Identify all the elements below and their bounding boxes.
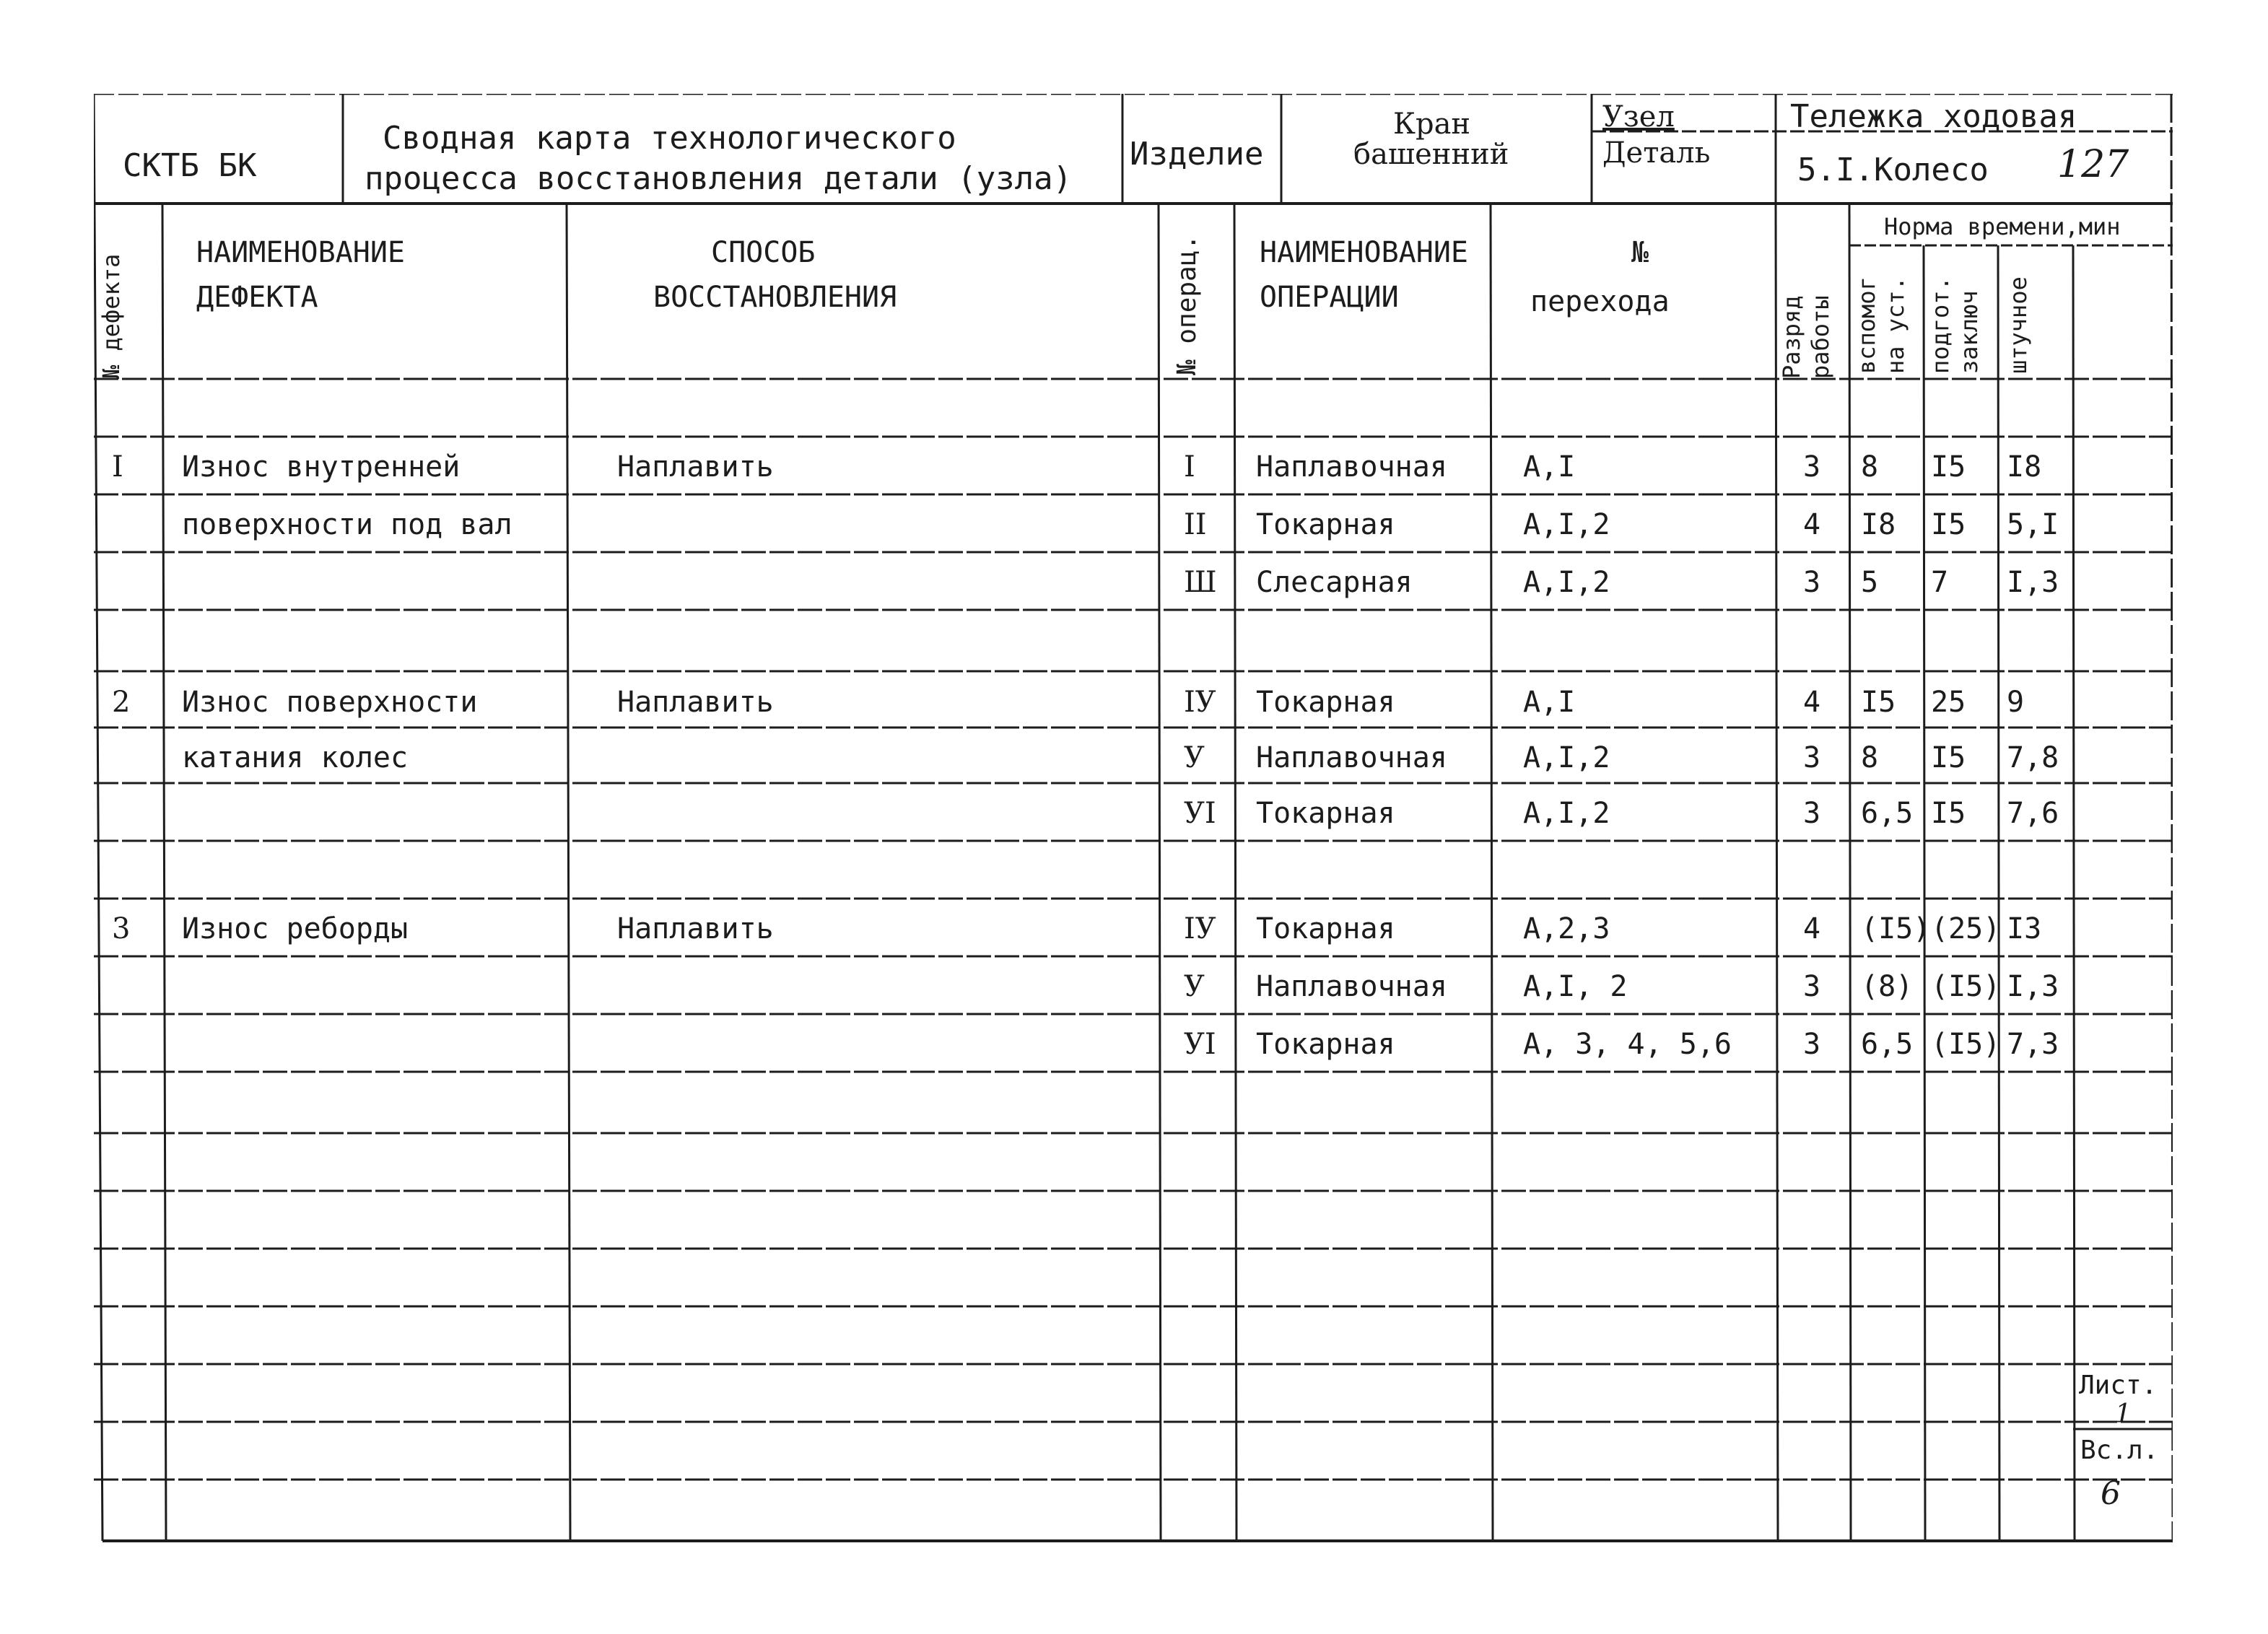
- cell-prep: I5: [1931, 797, 1966, 830]
- col-time-norm: Норма времени,мин: [1884, 213, 2121, 240]
- cell-operation: Токарная: [1256, 912, 1395, 945]
- detail-value: 5.I.Колесо: [1797, 152, 1989, 188]
- cell-op-no: УI: [1184, 797, 1216, 830]
- cell-piece: 7,3: [2007, 1028, 2059, 1061]
- cell-op-no: IУ: [1184, 686, 1216, 719]
- cell-aux: I5: [1861, 686, 1896, 719]
- cell-grade: 3: [1803, 450, 1821, 484]
- col-transition-2: перехода: [1530, 285, 1670, 318]
- col-aux-2: на уст.: [1882, 276, 1909, 374]
- cell-prep: (25): [1931, 912, 2001, 945]
- cell-prep: 7: [1931, 566, 1949, 599]
- cell-transition: А,I,2: [1523, 741, 1610, 774]
- cell-piece: I8: [2007, 450, 2042, 484]
- cell-transition: А, 3, 4, 5,6: [1523, 1028, 1732, 1061]
- col-piece: штучное: [2005, 276, 2032, 374]
- cell-grade: 3: [1803, 1028, 1821, 1061]
- cell-operation: Токарная: [1256, 508, 1395, 541]
- sheet-label: Лист.: [2079, 1371, 2158, 1400]
- cell-method: Наплавить: [617, 686, 774, 719]
- cell-grade: 4: [1803, 912, 1821, 945]
- cell-defect-name: катания колес: [182, 741, 409, 774]
- cell-grade: 4: [1803, 508, 1821, 541]
- cell-grade: 3: [1803, 741, 1821, 774]
- cell-method: Наплавить: [617, 450, 774, 484]
- cell-transition: А,I,2: [1523, 797, 1610, 830]
- title-line-2: процесса восстановления детали (узла): [365, 160, 1073, 197]
- cell-piece: I,3: [2007, 566, 2059, 599]
- cell-op-no: У: [1184, 741, 1205, 774]
- cell-operation: Токарная: [1256, 1028, 1395, 1061]
- cell-op-no: II: [1184, 508, 1207, 541]
- col-op-no: № операц.: [1172, 234, 1202, 375]
- cell-prep: I5: [1931, 741, 1966, 774]
- cell-defect-name: Износ реборды: [182, 912, 409, 945]
- cell-op-no: I: [1184, 450, 1195, 484]
- org-name: СКТБ БК: [123, 147, 257, 184]
- cell-aux: I8: [1861, 508, 1896, 541]
- col-prep-2: заключ: [1955, 290, 1983, 374]
- detail-number: 127: [2057, 143, 2129, 186]
- title-line-1: Сводная карта технологического: [383, 120, 956, 157]
- recovery-process-card: [94, 94, 2173, 1545]
- cell-piece: 5,I: [2007, 508, 2059, 541]
- total-value: 6: [2101, 1475, 2121, 1512]
- cell-aux: 5: [1861, 566, 1879, 599]
- product-line-1: Кран: [1393, 108, 1471, 141]
- col-grade-2: работы: [1807, 295, 1834, 379]
- cell-op-no: Ш: [1184, 566, 1217, 599]
- cell-prep: 25: [1931, 686, 1966, 719]
- cell-prep: (I5): [1931, 970, 2001, 1003]
- cell-piece: 9: [2007, 686, 2025, 719]
- cell-transition: А,I: [1523, 450, 1576, 484]
- cell-aux: 8: [1861, 450, 1879, 484]
- cell-aux: (I5): [1861, 912, 1931, 945]
- product-line-2: башенний: [1353, 138, 1509, 171]
- cell-grade: 3: [1803, 566, 1821, 599]
- cell-defect-no: I: [112, 450, 123, 484]
- cell-op-no: У: [1184, 970, 1205, 1003]
- cell-transition: А,2,3: [1523, 912, 1610, 945]
- cell-defect-no: 2: [112, 686, 131, 719]
- cell-defect-name: поверхности под вал: [182, 508, 513, 541]
- col-op-name-2: ОПЕРАЦИИ: [1260, 281, 1399, 314]
- cell-op-no: IУ: [1184, 912, 1216, 945]
- cell-transition: А,I,2: [1523, 508, 1610, 541]
- node-label: Узел: [1602, 100, 1675, 134]
- cell-operation: Наплавочная: [1256, 741, 1447, 774]
- cell-defect-name: Износ внутренней: [182, 450, 461, 484]
- col-defect-no: № дефекта: [97, 253, 125, 379]
- cell-grade: 3: [1803, 797, 1821, 830]
- cell-operation: Токарная: [1256, 686, 1395, 719]
- cell-aux: (8): [1861, 970, 1914, 1003]
- cell-piece: I,3: [2007, 970, 2059, 1003]
- detail-label: Деталь: [1602, 136, 1711, 170]
- cell-piece: 7,8: [2007, 741, 2059, 774]
- cell-operation: Слесарная: [1256, 566, 1413, 599]
- node-value: Тележка ходовая: [1790, 98, 2077, 135]
- cell-aux: 8: [1861, 741, 1879, 774]
- col-transition-1: №: [1631, 236, 1649, 269]
- cell-piece: 7,6: [2007, 797, 2059, 830]
- sheet-value: 1: [2115, 1399, 2132, 1429]
- cell-transition: А,I, 2: [1523, 970, 1628, 1003]
- cell-prep: (I5): [1931, 1028, 2001, 1061]
- column-lines: [162, 204, 2173, 1541]
- cell-grade: 4: [1803, 686, 1821, 719]
- product-label: Изделие: [1130, 136, 1264, 172]
- cell-transition: А,I: [1523, 686, 1576, 719]
- col-grade-1: Разряд: [1778, 295, 1805, 379]
- cell-piece: I3: [2007, 912, 2042, 945]
- col-defect-name-1: НАИМЕНОВАНИЕ: [196, 236, 405, 269]
- col-prep-1: подгот.: [1927, 276, 1954, 374]
- cell-transition: А,I,2: [1523, 566, 1610, 599]
- cell-aux: 6,5: [1861, 797, 1914, 830]
- cell-aux: 6,5: [1861, 1028, 1914, 1061]
- cell-prep: I5: [1931, 450, 1966, 484]
- col-method-1: СПОСОБ: [711, 236, 816, 269]
- cell-operation: Наплавочная: [1256, 450, 1447, 484]
- col-defect-name-2: ДЕФЕКТА: [196, 281, 318, 314]
- cell-operation: Наплавочная: [1256, 970, 1447, 1003]
- cell-prep: I5: [1931, 508, 1966, 541]
- cell-defect-name: Износ поверхности: [182, 686, 478, 719]
- col-aux-1: вспомог: [1853, 276, 1880, 374]
- cell-method: Наплавить: [617, 912, 774, 945]
- col-method-2: ВОССТАНОВЛЕНИЯ: [653, 281, 897, 314]
- col-op-name-1: НАИМЕНОВАНИЕ: [1260, 236, 1468, 269]
- cell-op-no: УI: [1184, 1028, 1216, 1061]
- cell-defect-no: 3: [112, 912, 131, 945]
- total-label: Вс.л.: [2080, 1436, 2159, 1465]
- cell-grade: 3: [1803, 970, 1821, 1003]
- cell-operation: Токарная: [1256, 797, 1395, 830]
